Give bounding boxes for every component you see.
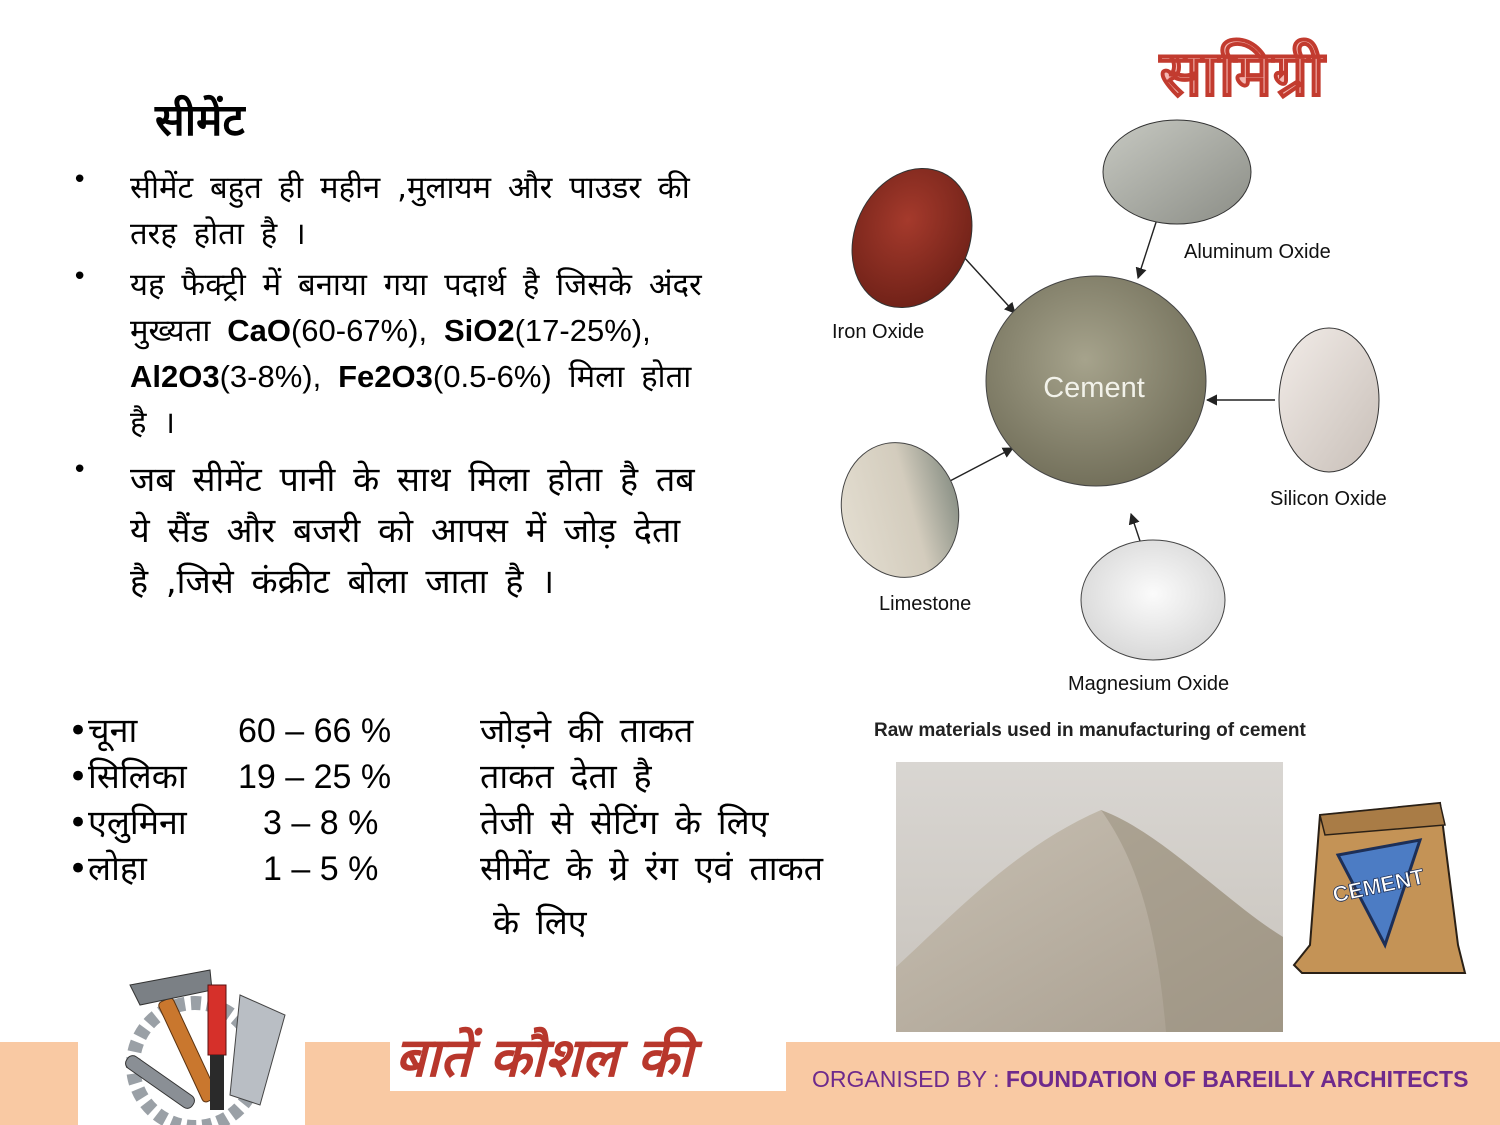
organiser-line: [812, 1066, 1468, 1093]
brand-logo: बातें कौशल की: [395, 1025, 693, 1089]
range-sio2: (17-25%),: [514, 313, 651, 348]
bullet-text: सीमेंट बहुत ही महीन ,मुलायम और पाउडर की तरह होता है ।: [130, 170, 690, 252]
footer-band-left: [0, 1042, 78, 1125]
aluminum-oxide-image: [1103, 120, 1251, 224]
component-name: •सिलिका: [68, 757, 187, 797]
range-al2o3: (3-8%),: [219, 359, 322, 394]
limestone-label: Limestone: [879, 593, 972, 615]
bullet-item: [72, 455, 712, 608]
component-role: तेजी से सेटिंग के लिए: [480, 803, 769, 843]
component-percent: 19 – 25 %: [238, 758, 392, 796]
arrow-limestone: [948, 448, 1013, 482]
bullet-text: जब सीमेंट पानी के साथ मिला होता है तब ये सैंड और बजरी को आपस में जोड़ देता है ,जिसे कंक्रीट बोला जाता है ।: [130, 460, 695, 602]
component-role: ताकत देता है: [480, 757, 652, 797]
bag-label: CEMENT: [1330, 863, 1427, 908]
cement-bag-image: [1290, 795, 1470, 985]
composition-row: [68, 708, 908, 754]
page-title: सीमेंट: [155, 95, 245, 146]
component-name: •एलुमिना: [68, 803, 187, 843]
diagram-caption: Raw materials used in manufacturing of cement: [874, 720, 1306, 741]
formula-al2o3: Al2O3: [130, 359, 220, 394]
bullet-marker: •: [72, 455, 88, 485]
formula-fe2o3: Fe2O3: [338, 359, 433, 394]
bullet-text-pre: यह फैक्ट्री में बनाया गया पदार्थ है जिसके अंदर मुख्यता: [130, 267, 702, 349]
magnesium-oxide-label: Magnesium Oxide: [1068, 673, 1230, 695]
component-role: के लिए: [493, 903, 587, 943]
silicon-oxide-image: [1279, 328, 1379, 472]
aluminum-oxide-label: Aluminum Oxide: [1184, 241, 1331, 263]
bullet-marker: •: [72, 165, 88, 195]
iron-oxide-label: Iron Oxide: [832, 321, 925, 343]
arrow-iron: [962, 255, 1015, 313]
component-role: सीमेंट के ग्रे रंग एवं ताकत: [480, 849, 824, 889]
tools-icon: [100, 955, 300, 1125]
iron-oxide-image: [830, 149, 994, 328]
component-percent: 3 – 8 %: [263, 804, 379, 842]
bullet-marker: •: [72, 262, 88, 292]
component-percent: 1 – 5 %: [263, 850, 379, 888]
cement-label: Cement: [1043, 372, 1145, 404]
bullet-item: [72, 262, 712, 446]
range-fe2o3: (0.5-6%): [432, 359, 552, 394]
cement-pile-photo: [896, 762, 1283, 1032]
samigri-logo: सामिग्री: [1160, 37, 1326, 110]
range-cao: (60-67%),: [290, 313, 428, 348]
bullet-text-post: मिला होता है ।: [130, 359, 692, 441]
formula-sio2: SiO2: [443, 313, 515, 348]
magnesium-oxide-image: [1081, 540, 1225, 660]
component-percent: 60 – 66 %: [238, 712, 392, 750]
component-name: •चूना: [68, 711, 138, 751]
silicon-oxide-label: Silicon Oxide: [1270, 488, 1387, 510]
organised-by-label: ORGANISED BY :: [812, 1066, 1006, 1092]
composition-row: [68, 754, 908, 800]
limestone-image: [826, 429, 973, 590]
composition-row: [68, 900, 908, 946]
composition-row: [68, 800, 908, 846]
composition-table: [68, 708, 908, 946]
bullet-item: [72, 165, 712, 257]
formula-cao: CaO: [227, 313, 291, 348]
composition-row: [68, 846, 908, 892]
component-name: •लोहा: [68, 849, 147, 889]
component-role: जोड़ने की ताकत: [480, 711, 694, 751]
raw-materials-diagram: [820, 110, 1480, 710]
organiser-name: FOUNDATION OF BAREILLY ARCHITECTS: [1005, 1066, 1469, 1092]
bullet-text: [130, 262, 712, 446]
